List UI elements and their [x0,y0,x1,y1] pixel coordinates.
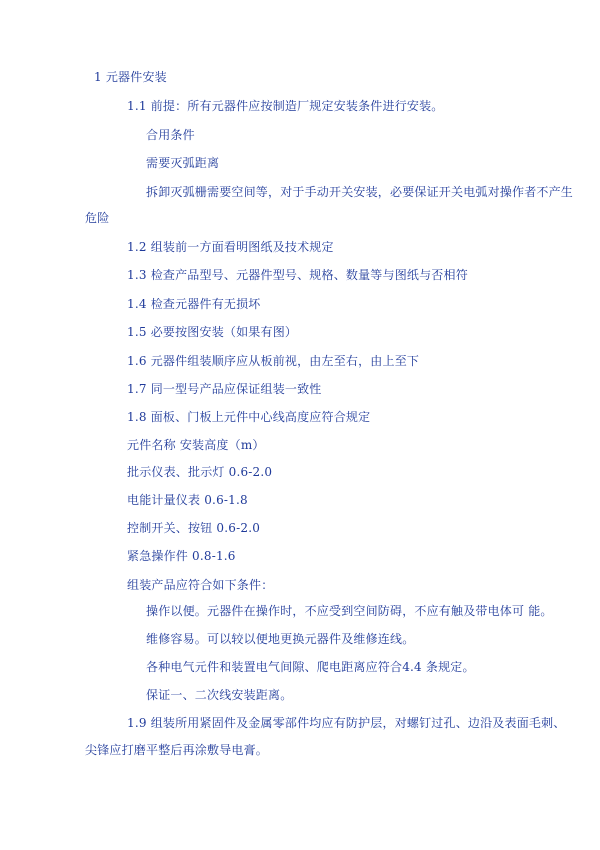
clause-1-1: 1.1 前提：所有元器件应按制造厂规定安装条件进行安装。 [127,99,444,113]
clause-1-2: 1.2 组装前一方面看明图纸及技术规定 [127,240,334,254]
condition-arc-distance: 需要灭弧距离 [146,156,220,170]
condition-applicable: 合用条件 [146,128,195,142]
height-row-indicator: 批示仪表、批示灯 0.6-2.0 [127,465,273,479]
requirement-wiring-distance: 保证一、二次线安装距离。 [146,688,293,702]
clause-1-3: 1.3 检查产品型号、元器件型号、规格、数量等与图纸与否相符 [127,268,468,282]
requirement-maintenance: 维修容易。可以较以便地更换元器件及维修连线。 [146,632,415,646]
clause-1-4: 1.4 检查元器件有无损坏 [127,297,261,311]
height-row-switch: 控制开关、按钮 0.6-2.0 [127,521,261,535]
condition-arc-chute-line1: 拆卸灭弧栅需要空间等，对于手动开关安装，必要保证开关电弧对操作者不产生 [146,185,574,199]
height-row-emergency: 紧急操作件 0.8-1.6 [127,549,236,563]
clause-1-9-line2: 尖锋应打磨平整后再涂敷导电膏。 [85,743,269,757]
condition-arc-chute-line2: 危险 [85,211,110,225]
height-row-meter: 电能计量仪表 0.6-1.8 [127,493,248,507]
clause-1-6: 1.6 元器件组装顺序应从板前视，由左至右，由上至下 [127,354,420,368]
requirements-intro: 组装产品应符合如下条件： [127,578,274,592]
requirement-clearance: 各种电气元件和装置电气间隙、爬电距离应符合4.4 条规定。 [146,660,475,674]
height-table-header: 元件名称 安装高度（m） [127,438,265,452]
clause-1-7: 1.7 同一型号产品应保证组装一致性 [127,382,322,396]
clause-1-5: 1.5 必要按图安装（如果有图） [127,325,298,339]
clause-1-8: 1.8 面板、门板上元件中心线高度应符合规定 [127,410,371,424]
requirement-operation: 操作以便。元器件在操作时，不应受到空间防碍，不应有触及带电体可 能。 [146,604,553,618]
section-heading: 1 元器件安装 [94,70,167,84]
clause-1-9-line1: 1.9 组装所用紧固件及金属零部件均应有防护层，对螺钉过孔、边沿及表面毛刺、 [127,716,566,730]
